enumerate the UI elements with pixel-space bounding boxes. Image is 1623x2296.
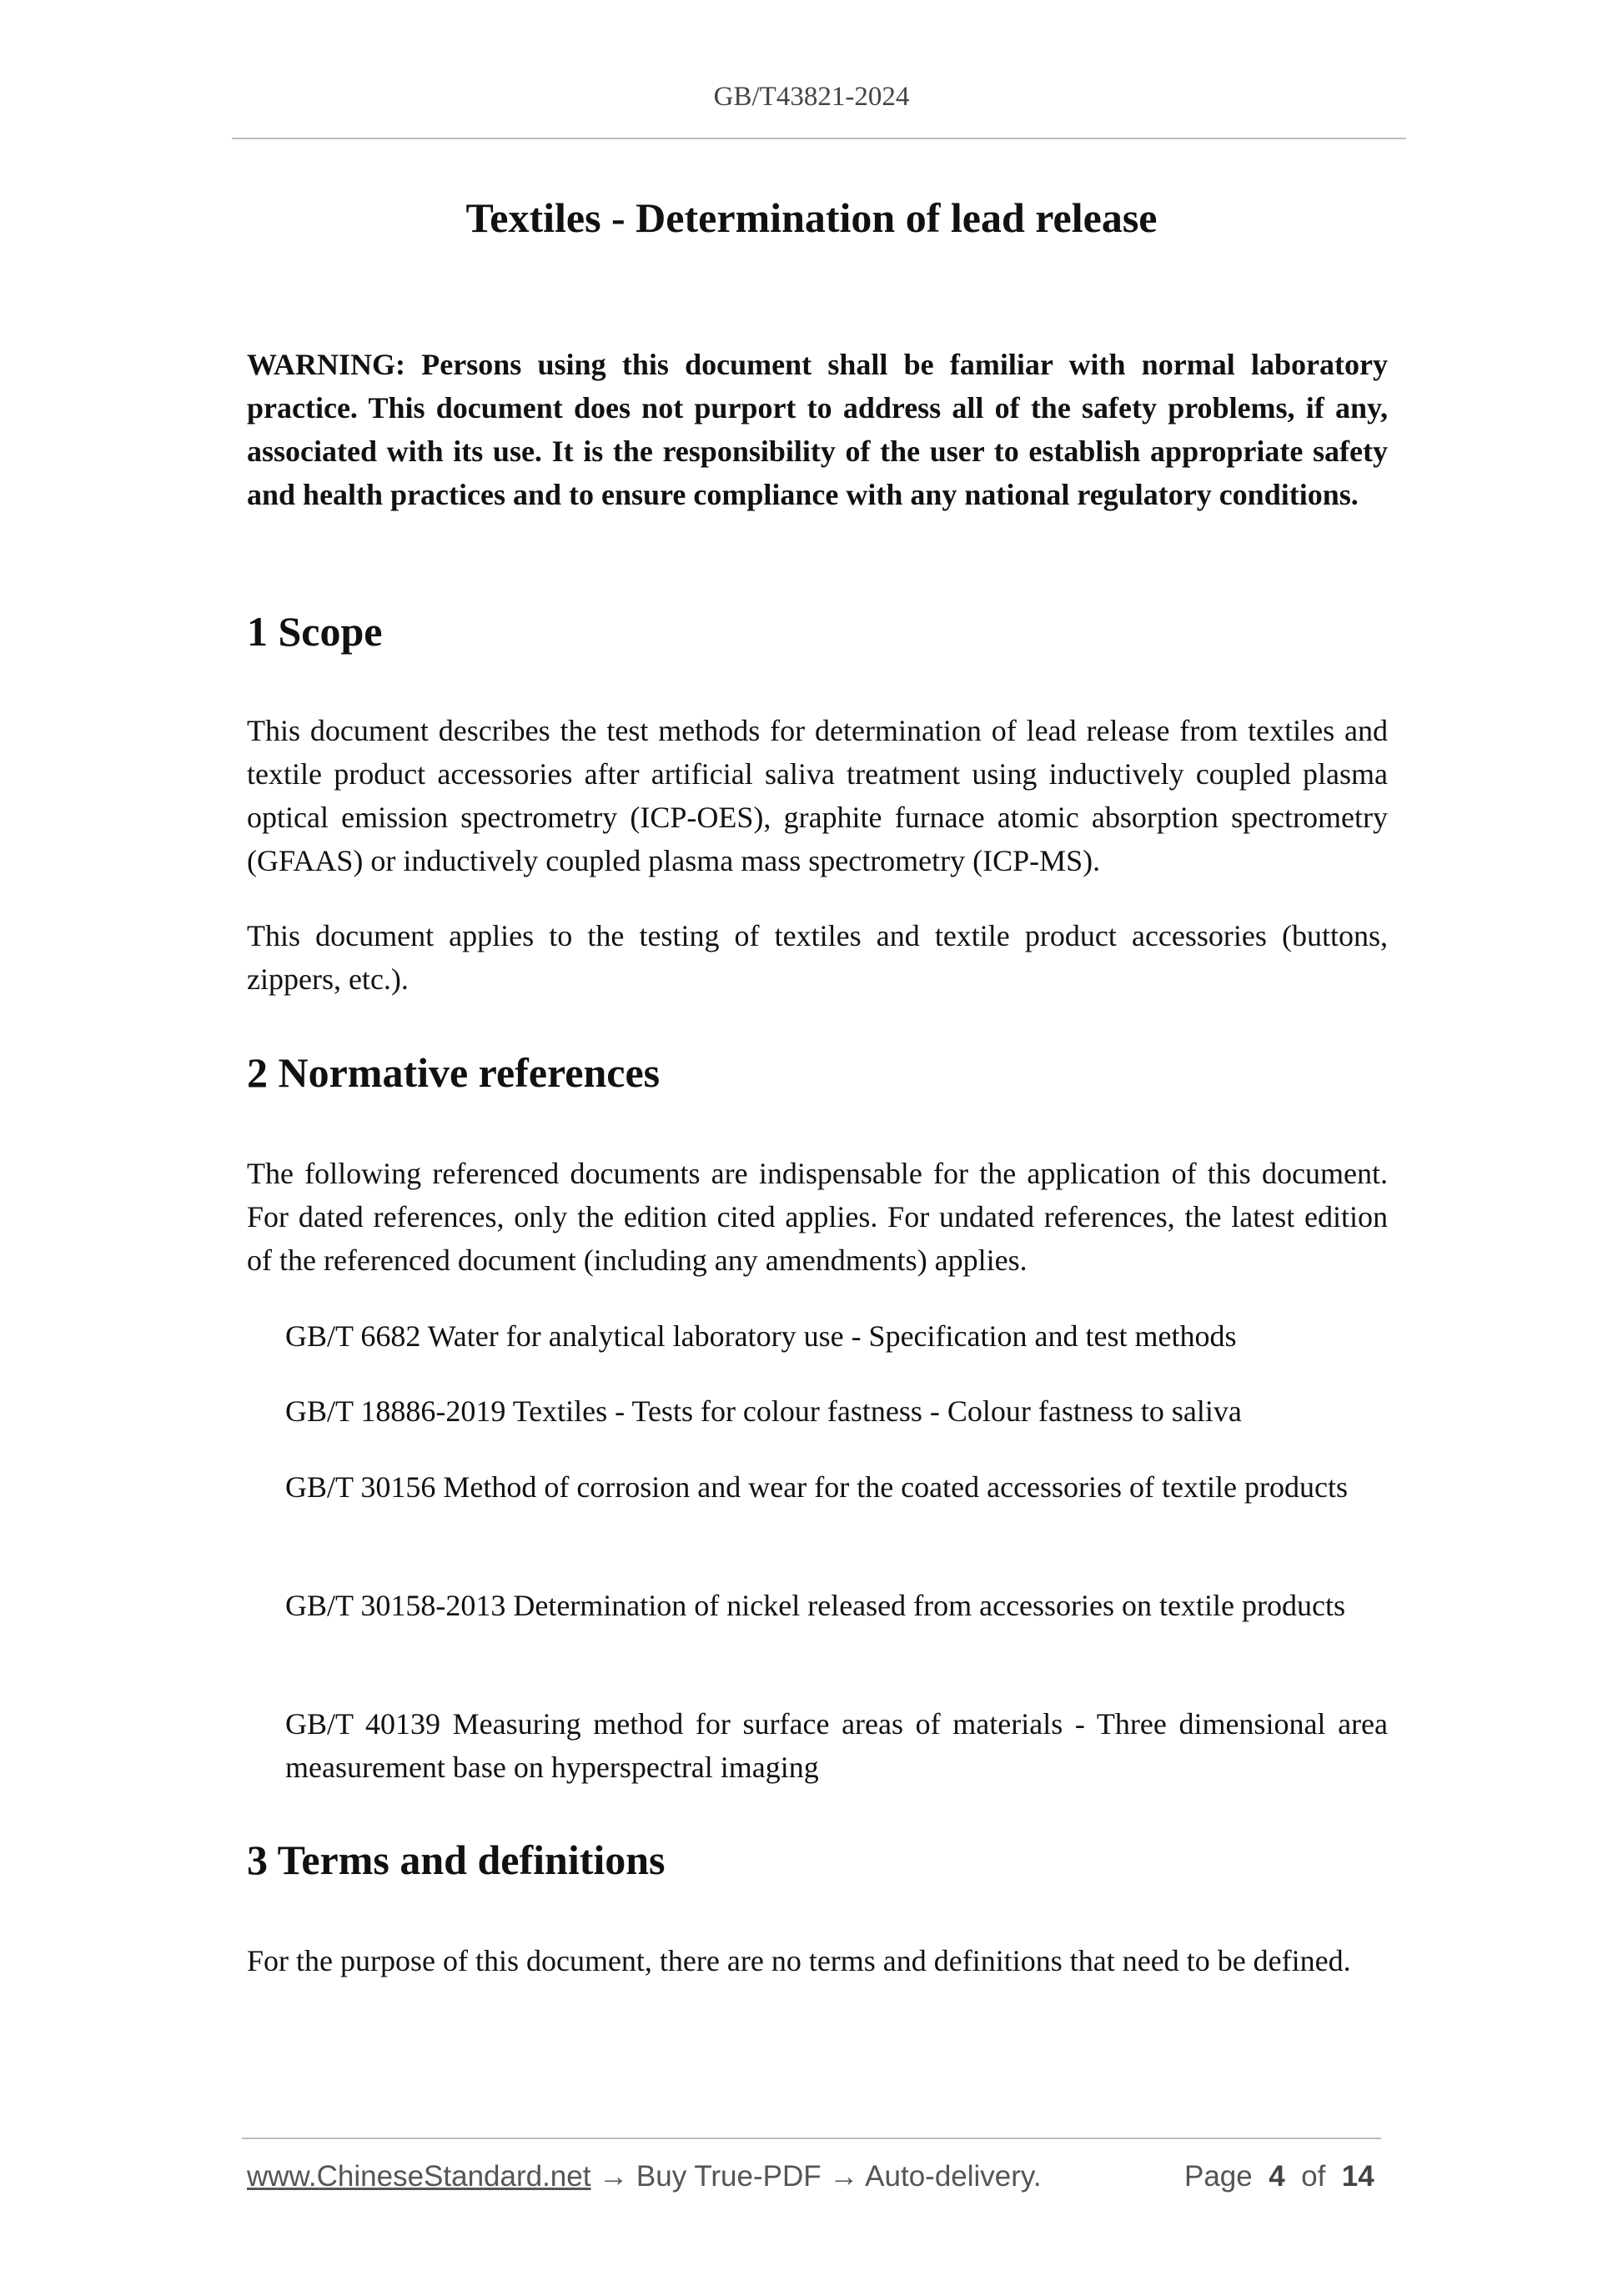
website-link[interactable]: www.ChineseStandard.net — [247, 2160, 591, 2193]
page-label: Page — [1184, 2160, 1253, 2193]
normative-references-intro: The following referenced documents are indispensable for the application of this document. For dated references, only the edition cited applies. For undated references, the latest edition of the referenced document (including any amendments) applies. — [247, 1157, 1388, 1277]
scope-paragraph: This document applies to the testing of textiles and textile product accessories (buttons, zippers, etc.). — [247, 919, 1388, 996]
reference-item: GB/T 30156 Method of corrosion and wear for the coated accessories of textile products — [285, 1470, 1348, 1504]
section-heading-terms-and-definitions: 3 Terms and definitions — [247, 1836, 666, 1883]
warning-paragraph: WARNING: Persons using this document shall be familiar with normal laboratory practice. This document does not purport to address all of the safety problems, if any, associated with its use. It is the responsibility of the user to establish appropriate safety and health practices and to ensure compliance with any national regulatory conditions. — [247, 348, 1388, 511]
footer-tagline: → Buy True-PDF → Auto-delivery. — [590, 2160, 1042, 2193]
document-title: Textiles - Determination of lead release — [465, 194, 1158, 241]
page-indicator — [1184, 2160, 1374, 2193]
header-divider — [232, 138, 1406, 139]
page-total: 14 — [1341, 2160, 1374, 2193]
scope-paragraph: This document describes the test methods for determination of lead release from textiles and textile product accessories after artificial saliva treatment using inductively coupled plasma optical emission spectrometry (ICP-OES), graphite furnace atomic absorption spectrometry (GFAAS) or inductively coupled plasma mass spectrometry (ICP-MS). — [247, 714, 1388, 877]
footer-promo — [247, 2160, 1042, 2193]
page-of-label: of — [1301, 2160, 1326, 2193]
reference-item: GB/T 30158-2013 Determination of nickel released from accessories on textile products — [285, 1589, 1345, 1622]
section-heading-normative-references: 2 Normative references — [247, 1049, 661, 1096]
page-current: 4 — [1269, 2160, 1285, 2193]
footer-divider — [242, 2138, 1381, 2139]
section-heading-scope: 1 Scope — [247, 608, 383, 655]
running-header: GB/T43821-2024 — [713, 82, 910, 112]
reference-item: GB/T 40139 Measuring method for surface areas of materials - Three dimensional area measurement base on hyperspectral imaging — [285, 1707, 1388, 1784]
reference-item: GB/T 6682 Water for analytical laboratory use - Specification and test methods — [285, 1319, 1237, 1353]
terms-paragraph: For the purpose of this document, there are no terms and definitions that need to be defined. — [247, 1944, 1351, 1977]
reference-item: GB/T 18886-2019 Textiles - Tests for colour fastness - Colour fastness to saliva — [285, 1394, 1242, 1428]
